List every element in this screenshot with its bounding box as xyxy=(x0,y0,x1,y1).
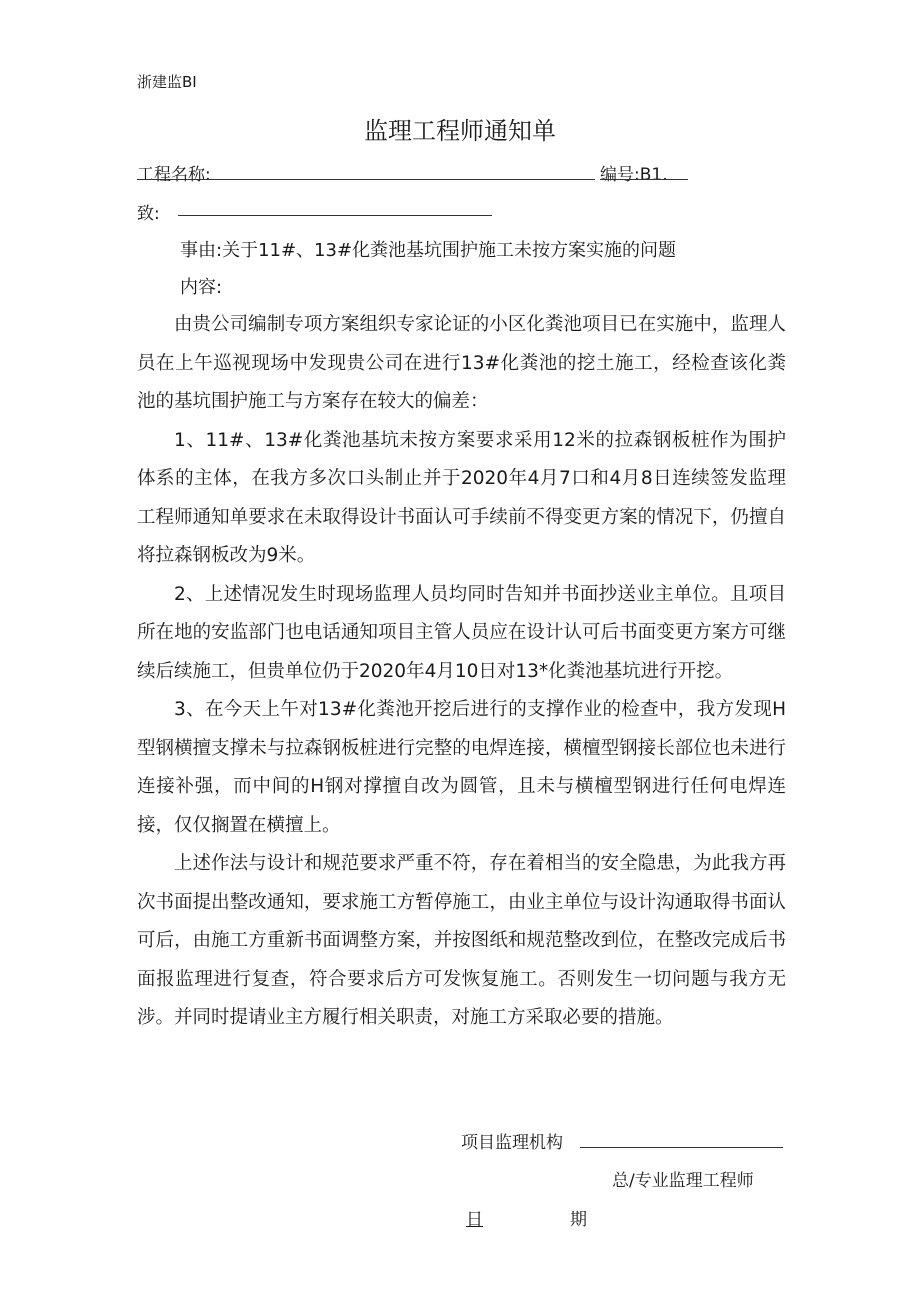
date-label-char-1: 日 xyxy=(466,1210,483,1230)
content-label: 内容: xyxy=(180,277,223,298)
project-name-label: 工程名称: xyxy=(137,165,211,185)
body-paragraph-intro: 由贵公司编制专项方案组织专家论证的小区化粪池项目已在实施中，监理人员在上午巡视现场中发现贵公司在进行13#化粪池的挖土施工，经检查该化粪池的基坑围护施工与方案存在较大的偏差： xyxy=(137,314,786,412)
engineer-label: 总/专业监理工程师 xyxy=(612,1171,754,1191)
body-paragraph-item-3: 3、在今天上午对13#化粪池开挖后进行的支撑作业的检查中，我方发现H型钢横擅支撑未与拉森钢板桩进行完整的电焊连接，横檀型钢接长部位也未进行连接补强，而中间的H钢对撑擅自改为圆管，且未与横檀型钢进行任何电焊连接，仅仅搁置在横擅上。 xyxy=(137,699,786,836)
body-paragraph-conclusion: 上述作法与设计和规范要求严重不符，存在着相当的安全隐患，为此我方再次书面提出整改通知，要求施工方暂停施工，由业主单位与设计沟通取得书面认可后，由施工方重新书面调整方案，并按图纸和规范整改到位，在整改完成后书面报监理进行复查，符合要求后方可发恢复施工。否则发生一切问题与我方无涉。并同时提请业主方履行相关职责，对施工方采取必要的措施。 xyxy=(137,853,786,1028)
body-paragraph-item-2: 2、上述情况发生时现场监理人员均同时告知并书面抄送业主单位。且项目所在地的安监部门也电话通知项目主管人员应在设计认可后书面变更方案方可继续后续施工，但贵单位仍于2020年4月10日对13*化粪池基坑进行开挖。 xyxy=(137,583,786,682)
date-label-char-2: 期 xyxy=(570,1210,587,1230)
document-number-label: 编号:B1. xyxy=(600,165,668,185)
notice-body xyxy=(137,306,786,1038)
recipient-label: 致: xyxy=(137,204,160,224)
subject-line: 事由:关于11#、13#化粪池基坑围护施工未按方案实施的问题 xyxy=(180,240,677,261)
recipient-underline xyxy=(178,215,492,216)
supervision-org-label: 项目监理机构 xyxy=(461,1133,563,1153)
document-number-underline xyxy=(600,179,688,180)
form-code: 浙建监BI xyxy=(137,73,197,91)
document-title: 监理工程师通知单 xyxy=(364,117,556,145)
project-name-underline xyxy=(137,179,595,180)
supervision-org-underline xyxy=(580,1147,783,1148)
body-paragraph-item-1: 1、11#、13#化粪池基坑未按方案要求采用12米的拉森钢板桩作为围护体系的主体，在我方多次口头制止并于2020年4月7口和4月8日连续签发监理工程师通知单要求在未取得设计书面认可手续前不得变更方案的情况下，仍擅自将拉森钢板改为9米。 xyxy=(137,429,786,566)
